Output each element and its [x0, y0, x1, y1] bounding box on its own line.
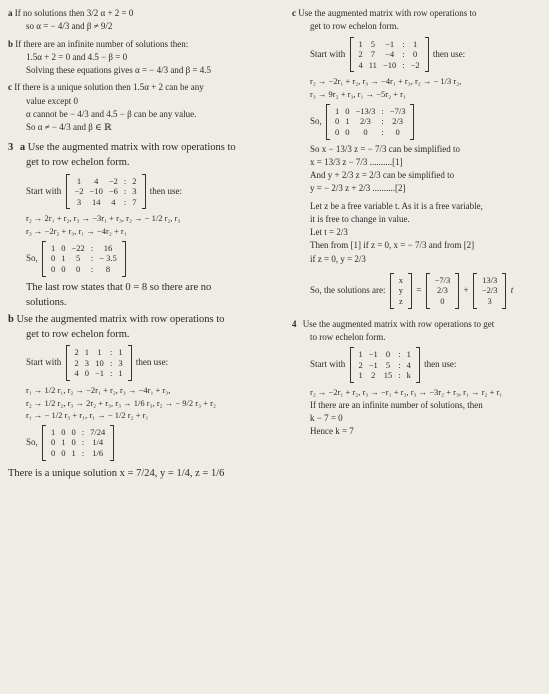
matrix-cell: 5 — [370, 38, 375, 49]
q-c-ops1: r₂ → −2r₁ + r₂, r₃ → −4r₁ + r₃, r₂ → − 1/3 r₂, — [310, 76, 462, 87]
matrix-cell: 1 — [61, 253, 66, 264]
matrix-row — [432, 275, 454, 286]
matrix-cell: 2 — [358, 49, 363, 60]
matrix-table — [432, 275, 454, 307]
matrix-cell: 13/3 — [482, 274, 498, 285]
q3a-last2: solutions. — [26, 296, 67, 308]
q3a-then-label: then use: — [149, 185, 183, 196]
matrix-cell: 1 — [118, 347, 123, 357]
matrix-cell: −1 — [368, 359, 378, 370]
matrix-cell: 1 — [51, 242, 56, 253]
q3a-start-row — [26, 172, 288, 212]
matrix-cell: 0 — [71, 426, 76, 437]
matrix-row — [356, 349, 414, 360]
q3b-then-label: then use: — [135, 357, 169, 367]
q4-ops: r₂ → −2r₁ + r₂, r₃ → −r₁ + r₃, r₃ → −3r₂ + r₃, r₁ → r₂ + r₁ — [310, 387, 503, 397]
matrix-table — [396, 275, 406, 307]
matrix-cell: 2 — [74, 357, 79, 368]
q3b-so-label: So, — [26, 436, 38, 447]
matrix-table — [48, 243, 120, 275]
matrix-row — [332, 127, 408, 138]
matrix-cell: : — [123, 186, 127, 197]
matrix-cell: 8 — [105, 263, 111, 274]
matrix-row — [72, 186, 140, 197]
matrix-table — [48, 427, 108, 459]
q-c-so-row — [310, 102, 542, 142]
matrix-cell: : — [402, 38, 405, 49]
matrix-table — [72, 347, 126, 379]
q3-number: 3 — [8, 142, 14, 154]
matrix-cell: : — [123, 175, 127, 186]
matrix-table — [356, 349, 414, 381]
q4-line2: to row echelon form. — [310, 331, 386, 342]
matrix-cell: 1 — [358, 38, 363, 49]
matrix-cell: 0 — [440, 296, 445, 306]
matrix-row — [479, 296, 501, 307]
part-b-text1: If there are an infinite number of solutions then: — [15, 38, 189, 49]
matrix-cell: 3 — [132, 186, 137, 197]
matrix-cell: 4 — [406, 359, 411, 370]
part-c-line1 — [8, 82, 288, 93]
matrix-cell: : — [381, 116, 384, 127]
matrix-row — [48, 448, 108, 459]
matrix-cell: 10 — [95, 357, 104, 368]
matrix-row — [356, 370, 414, 381]
q3a-label: a — [19, 142, 26, 154]
matrix-cell: : — [381, 126, 384, 137]
q3b-line2: get to row echelon form. — [26, 328, 130, 340]
q-c-xyz-vector — [390, 273, 412, 309]
matrix-cell: 2 — [132, 175, 137, 186]
matrix-cell: 3 — [76, 196, 82, 207]
q3a-so-label: So, — [26, 252, 38, 263]
q3a-start-matrix — [66, 174, 146, 210]
q3b-so-row — [26, 423, 288, 463]
matrix-cell: 0 — [84, 368, 89, 379]
matrix-row — [356, 49, 423, 60]
matrix-row — [332, 106, 408, 117]
q3b-ops1: r₁ → 1/2 r₁, r₂ → −2r₁ + r₂, r₃ → −4r₁ + r₃, — [26, 384, 171, 395]
matrix-cell: 1 — [71, 448, 76, 458]
q-c-ops2: r₃ → 9r₂ + r₃, r₁ → −5r₂ + r₁ — [310, 89, 406, 99]
matrix-row — [479, 285, 501, 296]
matrix-cell: 0 — [51, 437, 56, 448]
part-a-text1: If no solutions then 3/2 α + 2 = 0 — [14, 8, 134, 18]
q3a-so-row — [26, 239, 288, 279]
matrix-cell: 0 — [335, 116, 340, 127]
matrix-row — [72, 197, 140, 208]
matrix-cell: −10 — [382, 59, 397, 70]
q-c-eq2: y = − 2/3 z + 2/3 ..........[2] — [310, 183, 406, 194]
matrix-row — [356, 39, 423, 50]
matrix-cell: 0 — [61, 448, 66, 458]
part-c-label: c — [8, 82, 12, 93]
matrix-table — [356, 39, 423, 71]
matrix-cell: : — [402, 59, 405, 70]
q3b-ops2: r₂ → 1/2 r₂, r₃ → 2r₂ + r₃, r₃ → 1/6 r₃, r₂ → − 9/2 r₃ + r₂ — [26, 397, 216, 408]
matrix-table — [332, 106, 408, 138]
q3a-ops2: r₃ → −2r₂ + r₃, r₁ → −4r₂ + r₁ — [26, 226, 127, 236]
matrix-cell: k — [406, 370, 411, 381]
matrix-row — [396, 296, 406, 307]
matrix-cell: −7/3 — [434, 274, 451, 285]
matrix-row — [48, 427, 108, 438]
q3b-start-label: Start with — [26, 357, 62, 367]
matrix-cell: 5 — [76, 253, 81, 264]
matrix-cell: 0 — [51, 448, 56, 458]
q-c-start-row — [310, 35, 542, 75]
matrix-cell: 0 — [71, 437, 76, 448]
q3b-text1: Use the augmented matrix with row operations to — [16, 313, 225, 325]
q3a-ops1: r₂ → 2r₁ + r₂, r₃ → −3r₁ + r₃, r₂ → − 1/2 r₂, r₃ — [26, 213, 181, 224]
q4-start-label: Start with — [310, 359, 346, 370]
matrix-cell: 7 — [370, 49, 375, 60]
matrix-cell: : — [81, 426, 85, 437]
matrix-cell: 3 — [84, 357, 89, 368]
part-b-line2: 1.5α + 2 = 0 and 4.5 − β = 0 — [26, 51, 128, 62]
q-c-start-label: Start with — [310, 48, 346, 59]
q-c-free2: it is free to change in value. — [310, 213, 410, 224]
q-c-solution-label: So, the solutions are: — [310, 284, 386, 295]
left-column — [8, 6, 288, 482]
part-a-line2: so α = − 4/3 and β ≠ 9/2 — [26, 21, 113, 32]
q4-number: 4 — [292, 318, 297, 329]
matrix-cell: 1/6 — [92, 448, 104, 458]
matrix-cell: −4 — [385, 49, 395, 60]
q-c-simp1: So x − 13/3 z = − 7/3 can be simplified to — [310, 143, 460, 154]
matrix-cell: 1 — [61, 437, 66, 448]
matrix-cell: 0 — [385, 349, 391, 360]
matrix-row — [72, 358, 126, 369]
matrix-cell: −2 — [108, 175, 118, 186]
matrix-cell: 0 — [76, 263, 81, 274]
matrix-row — [396, 285, 406, 296]
q3b-start-row — [26, 343, 288, 383]
matrix-cell: : — [90, 242, 94, 253]
matrix-row — [432, 296, 454, 307]
part-c-line3: α cannot be − 4/3 and 4.5 − β can be any value. — [26, 108, 197, 119]
q-c-let: Let t = 2/3 — [310, 227, 348, 237]
matrix-cell: 0 — [395, 126, 400, 137]
matrix-cell: −2/3 — [481, 285, 498, 296]
matrix-cell: x — [398, 274, 403, 285]
q4-then-label: then use: — [424, 359, 457, 370]
matrix-cell: : — [110, 368, 113, 379]
q4-start-matrix — [350, 347, 420, 383]
q-c-line1 — [292, 8, 542, 19]
matrix-cell: −1 — [385, 38, 395, 49]
matrix-cell: 16 — [103, 242, 113, 253]
q4-text1: Use the augmented matrix with row operations to get — [302, 318, 495, 329]
matrix-cell: 4 — [111, 196, 116, 207]
q4-line1 — [292, 319, 542, 330]
matrix-row — [356, 360, 414, 371]
matrix-cell: 2 — [371, 370, 376, 381]
matrix-cell: 5 — [385, 359, 391, 370]
q3a-last1: The last row states that 0 = 8 so there are no — [26, 281, 212, 293]
part-c-line2: value except 0 — [26, 95, 78, 106]
q3a-line2: get to row echelon form. — [26, 157, 130, 169]
matrix-cell: 0 — [51, 263, 56, 274]
matrix-cell: 1 — [358, 349, 363, 360]
matrix-cell: 1 — [51, 426, 56, 437]
matrix-cell: : — [398, 359, 401, 370]
q-c-line2: get to row echelon form. — [310, 21, 399, 32]
matrix-cell: −22 — [71, 242, 85, 253]
matrix-cell: 1 — [76, 175, 82, 186]
q4-inf2: k − 7 = 0 — [310, 412, 343, 423]
matrix-cell: −13/3 — [355, 105, 376, 116]
matrix-cell: : — [90, 263, 94, 274]
q-c-so-matrix — [326, 104, 414, 140]
matrix-cell: 3 — [487, 296, 492, 306]
matrix-table — [479, 275, 501, 307]
q3b-so-matrix — [42, 425, 114, 461]
q3b-label: b — [8, 313, 14, 325]
part-b-line1 — [8, 39, 288, 50]
matrix-row — [48, 437, 108, 448]
matrix-cell: y — [398, 285, 403, 296]
matrix-cell: 2 — [74, 347, 79, 357]
matrix-cell: −2 — [74, 186, 84, 197]
matrix-row — [479, 275, 501, 286]
matrix-cell: : — [81, 437, 85, 448]
q3b-start-matrix — [66, 345, 132, 381]
matrix-cell: −10 — [89, 186, 103, 197]
matrix-table — [72, 176, 140, 208]
matrix-row — [48, 243, 120, 254]
matrix-cell: 11 — [368, 59, 377, 70]
q-c-text1: Use the augmented matrix with row operations to — [298, 8, 477, 18]
matrix-cell: 4 — [94, 175, 99, 186]
matrix-cell: 7 — [132, 196, 137, 207]
matrix-row — [332, 116, 408, 127]
q-c-then-label: then use: — [432, 48, 466, 59]
q4-start-row — [310, 345, 542, 385]
q3a-start-label: Start with — [26, 185, 62, 196]
matrix-cell: 4 — [358, 59, 363, 70]
matrix-cell: 7/24 — [90, 426, 106, 437]
matrix-cell: 0 — [335, 126, 340, 137]
matrix-cell: 2/3 — [360, 116, 371, 127]
matrix-cell: 1 — [97, 347, 102, 357]
matrix-cell: 0 — [345, 105, 350, 116]
matrix-cell: : — [398, 370, 401, 381]
q-c-solution-row: So, the solutions are: x y z = −7/3 2/3 0 + 13/3 −2/3 3 t — [310, 271, 542, 311]
matrix-cell: 3 — [118, 357, 123, 368]
matrix-cell: −1 — [95, 368, 105, 379]
part-b-label: b — [8, 38, 14, 49]
q3b-ops3: r₁ → − 1/2 r₃ + r₁, r₁ → − 1/2 r₂ + r₁ — [26, 410, 149, 421]
q3b-line1 — [8, 313, 288, 326]
matrix-cell: 2/3 — [436, 285, 448, 296]
matrix-cell: 1 — [118, 368, 123, 379]
q-c-dir-vector — [473, 273, 507, 309]
matrix-cell: 1 — [406, 349, 411, 360]
matrix-cell: 1 — [358, 370, 363, 381]
matrix-cell: 1 — [345, 116, 350, 127]
q-c-simp2: And y + 2/3 z = 2/3 can be simplified to — [310, 170, 455, 180]
matrix-cell: 2 — [358, 359, 363, 370]
matrix-cell: 1 — [335, 105, 340, 116]
matrix-row — [48, 253, 120, 264]
matrix-cell: : — [402, 49, 405, 60]
matrix-cell: : — [81, 448, 85, 458]
part-a-line1 — [8, 8, 288, 19]
q-c-then2: if z = 0, y = 2/3 — [310, 253, 366, 264]
matrix-cell: : — [110, 347, 113, 357]
matrix-cell: −7/3 — [389, 105, 406, 116]
q3a-so-matrix — [42, 241, 126, 277]
matrix-cell: 0 — [345, 126, 350, 137]
matrix-row — [72, 368, 126, 379]
matrix-cell: : — [110, 357, 113, 368]
q-c-label: c — [292, 8, 296, 18]
matrix-row — [432, 285, 454, 296]
q-c-then1: Then from [1] if z = 0, x = − 7/3 and from [2] — [310, 240, 475, 251]
q3b-final: There is a unique solution x = 7/24, y = 1/4, z = 1/6 — [8, 467, 225, 479]
matrix-cell: −1 — [368, 349, 378, 360]
part-a-label: a — [8, 8, 13, 18]
matrix-cell: − 3.5 — [99, 253, 117, 264]
matrix-cell: : — [381, 105, 384, 116]
matrix-cell: 0 — [61, 242, 66, 253]
matrix-cell: 0 — [413, 49, 418, 60]
matrix-cell: 15 — [383, 370, 393, 381]
matrix-cell: −2 — [410, 59, 420, 70]
matrix-row — [72, 176, 140, 187]
part-c-line4: So α ≠ − 4/3 and β ∈ ℝ — [26, 122, 112, 132]
q4-hence: Hence k = 7 — [310, 426, 354, 437]
right-column — [292, 6, 542, 439]
q-c-start-matrix — [350, 37, 429, 73]
matrix-cell: 0 — [51, 253, 56, 264]
q3a-text1: Use the augmented matrix with row operations to — [27, 142, 236, 154]
matrix-cell: 2/3 — [392, 116, 404, 127]
q4-inf1: If there are an infinite number of solutions, then — [310, 399, 483, 410]
matrix-cell: 0 — [61, 426, 66, 437]
matrix-row — [396, 275, 406, 286]
matrix-cell: : — [398, 349, 401, 360]
matrix-cell: −6 — [108, 186, 118, 197]
matrix-cell: 1 — [413, 38, 418, 49]
matrix-cell: 1/4 — [92, 437, 104, 448]
matrix-cell: 0 — [61, 263, 66, 274]
q3a-line1 — [8, 141, 288, 154]
matrix-row — [48, 264, 120, 275]
part-b-line3: Solving these equations gives α = − 4/3 and β = 4.5 — [26, 65, 212, 75]
matrix-cell: 14 — [91, 196, 101, 207]
q-c-free1: Let z be a free variable t. As it is a free variable, — [310, 200, 483, 211]
matrix-cell: 0 — [363, 126, 368, 137]
q-c-const-vector — [426, 273, 460, 309]
matrix-cell: z — [398, 296, 403, 306]
matrix-row — [356, 60, 423, 71]
matrix-cell: 4 — [74, 368, 79, 379]
part-c-text1: If there is a unique solution then 1.5α + 2 can be any — [14, 82, 204, 93]
matrix-cell: : — [123, 196, 127, 207]
matrix-cell: 1 — [84, 347, 89, 357]
q-c-so-label: So, — [310, 115, 322, 126]
matrix-cell: : — [90, 253, 94, 264]
q-c-eq1: x = 13/3 z − 7/3 ..........[1] — [310, 156, 403, 167]
matrix-row — [72, 347, 126, 358]
